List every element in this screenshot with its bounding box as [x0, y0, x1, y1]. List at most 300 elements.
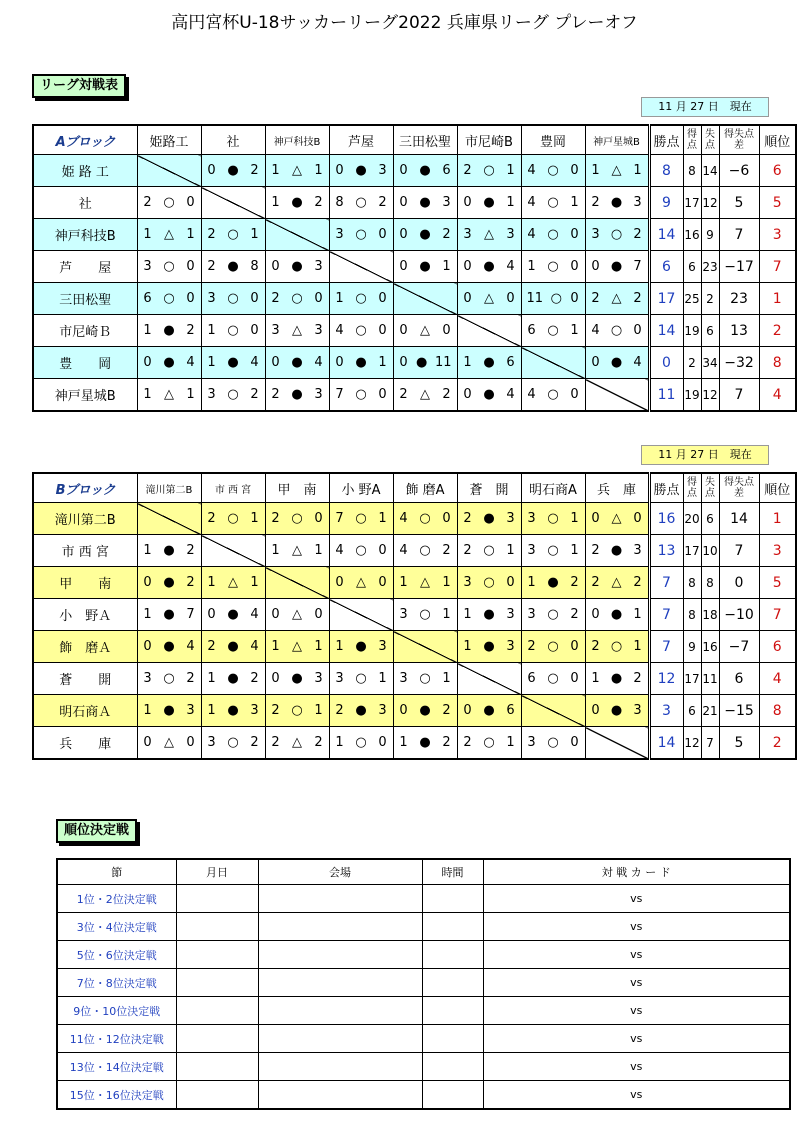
home-score: 2: [271, 387, 280, 402]
match-result: [457, 347, 521, 379]
home-score: 1: [527, 575, 536, 590]
result-mark: △: [484, 291, 494, 306]
goals-against-header: 失点: [701, 125, 719, 155]
home-score: 1: [591, 671, 600, 686]
home-score: 1: [271, 543, 280, 558]
away-score: 4: [506, 259, 515, 274]
home-score: 3: [399, 671, 408, 686]
goal-difference-value: −10: [719, 599, 759, 631]
match-result: [521, 251, 585, 283]
venue-cell: [258, 969, 422, 997]
match-result: [137, 283, 201, 315]
home-score: 1: [143, 703, 152, 718]
home-score: 2: [591, 291, 600, 306]
home-score: 2: [207, 227, 216, 242]
match-result: [329, 503, 393, 535]
match-result: [137, 219, 201, 251]
match-result: [457, 283, 521, 315]
home-score: 0: [399, 163, 408, 178]
home-score: 0: [399, 195, 408, 210]
home-score: 2: [207, 259, 216, 274]
column-header-team: 滝川第二B: [137, 473, 201, 503]
match-result: [265, 727, 329, 760]
schedule-header: 時間: [422, 859, 483, 885]
home-score: 0: [207, 607, 216, 622]
home-score: 1: [463, 355, 472, 370]
home-score: 2: [591, 543, 600, 558]
home-score: 0: [591, 355, 600, 370]
match-result: [521, 155, 585, 187]
match-result: [329, 187, 393, 219]
self-match-cell: [137, 503, 201, 535]
home-score: 3: [591, 227, 600, 242]
rank-value: 2: [759, 727, 796, 760]
result-mark: △: [611, 511, 622, 526]
home-score: 0: [143, 735, 152, 750]
team-name: 甲 南: [33, 567, 137, 599]
match-result: [265, 251, 329, 283]
home-score: 2: [591, 639, 600, 654]
result-mark: △: [164, 227, 174, 242]
result-mark: ●: [419, 735, 431, 750]
home-score: 0: [591, 703, 600, 718]
result-mark: △: [356, 575, 366, 590]
rank-value: 5: [759, 567, 796, 599]
home-score: 1: [463, 639, 472, 654]
goal-difference-value: 7: [719, 535, 759, 567]
match-result: [265, 379, 329, 412]
away-score: 2: [250, 163, 259, 178]
away-score: 0: [314, 291, 323, 306]
match-result: [585, 535, 649, 567]
home-score: 4: [527, 195, 536, 210]
home-score: 1: [399, 735, 408, 750]
away-score: 0: [378, 323, 387, 338]
match-result: [201, 379, 265, 412]
away-score: 4: [633, 355, 642, 370]
home-score: 3: [143, 671, 152, 686]
away-score: 0: [570, 735, 579, 750]
match-result: [521, 663, 585, 695]
home-score: 0: [591, 259, 600, 274]
time-cell: [422, 941, 483, 969]
home-score: 2: [271, 735, 280, 750]
result-mark: ●: [610, 671, 623, 686]
result-mark: ○: [227, 735, 239, 750]
away-score: 0: [186, 735, 195, 750]
rank-value: 6: [759, 631, 796, 663]
home-score: 3: [143, 259, 152, 274]
home-score: 2: [463, 543, 472, 558]
home-score: 6: [527, 323, 536, 338]
match-result: [521, 503, 585, 535]
match-result: [585, 219, 649, 251]
goals-for-value: 20: [683, 503, 701, 535]
result-mark: ●: [419, 259, 431, 274]
match-result: [329, 283, 393, 315]
result-mark: ○: [547, 511, 559, 526]
rank-value: 7: [759, 599, 796, 631]
home-score: 0: [335, 163, 344, 178]
goals-against-value: 11: [701, 663, 719, 695]
goals-for-value: 9: [683, 631, 701, 663]
result-mark: ○: [610, 227, 623, 242]
team-name: 神戸科技B: [33, 219, 137, 251]
home-score: 1: [271, 639, 280, 654]
goals-for-value: 19: [683, 379, 701, 412]
home-score: 1: [463, 607, 472, 622]
match-result: [393, 567, 457, 599]
goals-against-value: 12: [701, 187, 719, 219]
result-mark: ○: [547, 195, 559, 210]
result-mark: △: [420, 323, 430, 338]
venue-cell: [258, 997, 422, 1025]
round-name: 5位・6位決定戦: [57, 941, 176, 969]
column-header-team: 姫路工: [137, 125, 201, 155]
away-score: 1: [378, 355, 387, 370]
away-score: 1: [570, 195, 579, 210]
self-match-cell: [585, 727, 649, 760]
match-result: [521, 535, 585, 567]
away-score: 2: [186, 575, 195, 590]
table-row: [33, 315, 796, 347]
result-mark: ●: [163, 355, 175, 370]
away-score: 3: [506, 511, 515, 526]
result-mark: ●: [610, 703, 623, 718]
block-label: Aブロック: [33, 125, 137, 155]
home-score: 3: [527, 607, 536, 622]
away-score: 2: [186, 543, 195, 558]
column-header-team: 神戸星城B: [585, 125, 649, 155]
team-name: 三田松聖: [33, 283, 137, 315]
goals-for-value: 8: [683, 155, 701, 187]
goals-for-value: 8: [683, 567, 701, 599]
points-value: 16: [649, 503, 683, 535]
away-score: 0: [378, 543, 387, 558]
home-score: 1: [335, 735, 344, 750]
away-score: 1: [250, 575, 259, 590]
table-row: [33, 695, 796, 727]
match-result: [265, 155, 329, 187]
away-score: 2: [633, 291, 642, 306]
home-score: 2: [143, 195, 152, 210]
match-result: [457, 155, 521, 187]
home-score: 0: [271, 259, 280, 274]
result-mark: ○: [547, 671, 559, 686]
result-mark: ●: [610, 607, 623, 622]
match-result: [585, 663, 649, 695]
home-score: 3: [335, 227, 344, 242]
away-score: 0: [442, 511, 451, 526]
home-score: 3: [527, 511, 536, 526]
table-row: [33, 599, 796, 631]
venue-cell: [258, 1081, 422, 1110]
goals-against-value: 7: [701, 727, 719, 760]
rank-value: 5: [759, 187, 796, 219]
schedule-header: 節: [57, 859, 176, 885]
home-score: 1: [143, 387, 152, 402]
goals-against-value: 18: [701, 599, 719, 631]
column-header-team: 明石商A: [521, 473, 585, 503]
home-score: 0: [271, 671, 280, 686]
away-score: 2: [186, 671, 195, 686]
result-mark: ●: [291, 259, 303, 274]
away-score: 0: [570, 163, 579, 178]
home-score: 2: [207, 639, 216, 654]
column-header-team: 小 野A: [329, 473, 393, 503]
points-value: 7: [649, 567, 683, 599]
away-score: 4: [250, 355, 259, 370]
result-mark: ●: [483, 639, 495, 654]
self-match-cell: [585, 379, 649, 412]
goal-difference-value: 5: [719, 727, 759, 760]
goals-against-value: 6: [701, 315, 719, 347]
result-mark: ●: [163, 703, 175, 718]
points-value: 7: [649, 631, 683, 663]
match-result: [137, 347, 201, 379]
match-result: [201, 283, 265, 315]
match-result: [265, 283, 329, 315]
away-score: 1: [186, 387, 195, 402]
result-mark: ○: [547, 607, 559, 622]
result-mark: ●: [483, 195, 495, 210]
goal-difference-value: 7: [719, 379, 759, 412]
goals-against-value: 23: [701, 251, 719, 283]
goals-for-value: 6: [683, 251, 701, 283]
away-score: 3: [314, 387, 323, 402]
result-mark: ○: [547, 543, 559, 558]
match-result: [521, 599, 585, 631]
match-result: [457, 695, 521, 727]
result-mark: ●: [227, 163, 239, 178]
match-result: [201, 631, 265, 663]
date-cell: [176, 1081, 258, 1110]
column-header-team: 豊岡: [521, 125, 585, 155]
away-score: 1: [442, 671, 451, 686]
home-score: 6: [527, 671, 536, 686]
away-score: 0: [378, 227, 387, 242]
goals-for-value: 17: [683, 663, 701, 695]
match-result: [329, 631, 393, 663]
result-mark: ●: [419, 227, 431, 242]
home-score: 1: [207, 323, 216, 338]
table-row: [33, 535, 796, 567]
home-score: 4: [335, 323, 344, 338]
team-name: 姫 路 工: [33, 155, 137, 187]
away-score: 0: [378, 387, 387, 402]
result-mark: ○: [355, 291, 367, 306]
match-result: [329, 663, 393, 695]
table-row: [33, 187, 796, 219]
home-score: 1: [335, 639, 344, 654]
result-mark: ●: [227, 259, 239, 274]
table-row: [57, 941, 790, 969]
away-score: 1: [378, 671, 387, 686]
away-score: 2: [442, 543, 451, 558]
points-value: 14: [649, 315, 683, 347]
away-score: 2: [250, 671, 259, 686]
home-score: 7: [335, 387, 344, 402]
table-row: [33, 155, 796, 187]
result-mark: ○: [163, 259, 175, 274]
points-value: 9: [649, 187, 683, 219]
table-row: [33, 347, 796, 379]
away-score: 0: [250, 291, 259, 306]
home-score: 1: [527, 259, 536, 274]
home-score: 1: [207, 671, 216, 686]
time-cell: [422, 1025, 483, 1053]
result-mark: ●: [610, 195, 623, 210]
goals-against-value: 10: [701, 535, 719, 567]
away-score: 0: [570, 639, 579, 654]
away-score: 0: [378, 735, 387, 750]
home-score: 3: [527, 735, 536, 750]
result-mark: ●: [483, 703, 495, 718]
result-mark: ○: [227, 323, 239, 338]
match-result: [457, 727, 521, 760]
result-mark: ●: [227, 639, 239, 654]
match-result: [137, 187, 201, 219]
result-mark: △: [292, 323, 302, 338]
away-score: 1: [378, 511, 387, 526]
away-score: 2: [442, 387, 451, 402]
goals-for-value: 17: [683, 187, 701, 219]
time-cell: [422, 885, 483, 913]
match-result: [457, 187, 521, 219]
goals-against-value: 12: [701, 379, 719, 412]
away-score: 0: [250, 323, 259, 338]
away-score: 1: [314, 163, 323, 178]
round-name: 7位・8位決定戦: [57, 969, 176, 997]
match-result: [457, 631, 521, 663]
match-result: [265, 503, 329, 535]
home-score: 11: [526, 291, 544, 306]
result-mark: ○: [419, 511, 431, 526]
away-score: 0: [506, 575, 515, 590]
match-result: [393, 663, 457, 695]
schedule-header: 会場: [258, 859, 422, 885]
home-score: 3: [335, 671, 344, 686]
result-mark: ○: [483, 163, 495, 178]
away-score: 1: [506, 195, 515, 210]
goals-for-value: 6: [683, 695, 701, 727]
away-score: 2: [633, 575, 642, 590]
points-value: 0: [649, 347, 683, 379]
result-mark: ●: [355, 163, 367, 178]
home-score: 4: [399, 543, 408, 558]
schedule-header: 月日: [176, 859, 258, 885]
away-score: 0: [633, 323, 642, 338]
rank-value: 3: [759, 219, 796, 251]
column-header-team: 社: [201, 125, 265, 155]
table-row: [57, 969, 790, 997]
points-value: 8: [649, 155, 683, 187]
table-row: [57, 1081, 790, 1110]
schedule-header: 対 戦 カ ー ド: [483, 859, 790, 885]
away-score: 3: [378, 639, 387, 654]
goal-difference-value: 13: [719, 315, 759, 347]
home-score: 2: [271, 703, 280, 718]
result-mark: ○: [547, 639, 559, 654]
rank-header: 順位: [759, 125, 796, 155]
home-score: 3: [399, 607, 408, 622]
self-match-cell: [457, 315, 521, 347]
goals-for-value: 17: [683, 535, 701, 567]
match-result: [585, 599, 649, 631]
match-result: [393, 219, 457, 251]
match-result: [137, 379, 201, 412]
home-score: 4: [335, 543, 344, 558]
match-result: [329, 695, 393, 727]
home-score: 0: [463, 195, 472, 210]
home-score: 0: [399, 323, 408, 338]
match-result: [393, 251, 457, 283]
match-result: [393, 187, 457, 219]
self-match-cell: [201, 535, 265, 567]
match-result: [393, 315, 457, 347]
date-cell: [176, 913, 258, 941]
match-result: [329, 727, 393, 760]
match-result: [329, 535, 393, 567]
result-mark: ○: [547, 387, 559, 402]
team-name: 市 西 宮: [33, 535, 137, 567]
away-score: 3: [633, 195, 642, 210]
result-mark: ●: [355, 703, 367, 718]
table-row: [33, 567, 796, 599]
away-score: 4: [506, 387, 515, 402]
date-cell: [176, 941, 258, 969]
table-row: [57, 913, 790, 941]
team-name: 滝川第二B: [33, 503, 137, 535]
round-name: 15位・16位決定戦: [57, 1081, 176, 1110]
match-result: [393, 599, 457, 631]
match-result: [457, 219, 521, 251]
date-cell: [176, 885, 258, 913]
venue-cell: [258, 913, 422, 941]
time-cell: [422, 913, 483, 941]
match-result: [265, 631, 329, 663]
match-card: vs: [483, 913, 790, 941]
home-score: 0: [399, 355, 408, 370]
result-mark: △: [292, 163, 302, 178]
goals-against-value: 14: [701, 155, 719, 187]
points-value: 3: [649, 695, 683, 727]
away-score: 1: [314, 703, 323, 718]
match-result: [457, 535, 521, 567]
result-mark: ●: [227, 355, 239, 370]
match-result: [457, 599, 521, 631]
column-header-team: 三田松聖: [393, 125, 457, 155]
result-mark: △: [292, 639, 302, 654]
match-result: [329, 567, 393, 599]
result-mark: ○: [355, 543, 367, 558]
result-mark: ○: [291, 703, 303, 718]
result-mark: ●: [355, 639, 367, 654]
result-mark: ○: [547, 259, 559, 274]
result-mark: ○: [355, 735, 367, 750]
result-mark: ○: [483, 735, 495, 750]
page-title: 高円宮杯U-18サッカーリーグ2022 兵庫県リーグ プレーオフ: [171, 13, 638, 33]
away-score: 4: [186, 355, 195, 370]
result-mark: ○: [355, 195, 367, 210]
result-mark: ○: [355, 227, 367, 242]
match-result: [137, 695, 201, 727]
home-score: 3: [271, 323, 280, 338]
team-name: 明石商Ａ: [33, 695, 137, 727]
match-result: [201, 219, 265, 251]
table-row: [33, 379, 796, 412]
rank-value: 3: [759, 535, 796, 567]
